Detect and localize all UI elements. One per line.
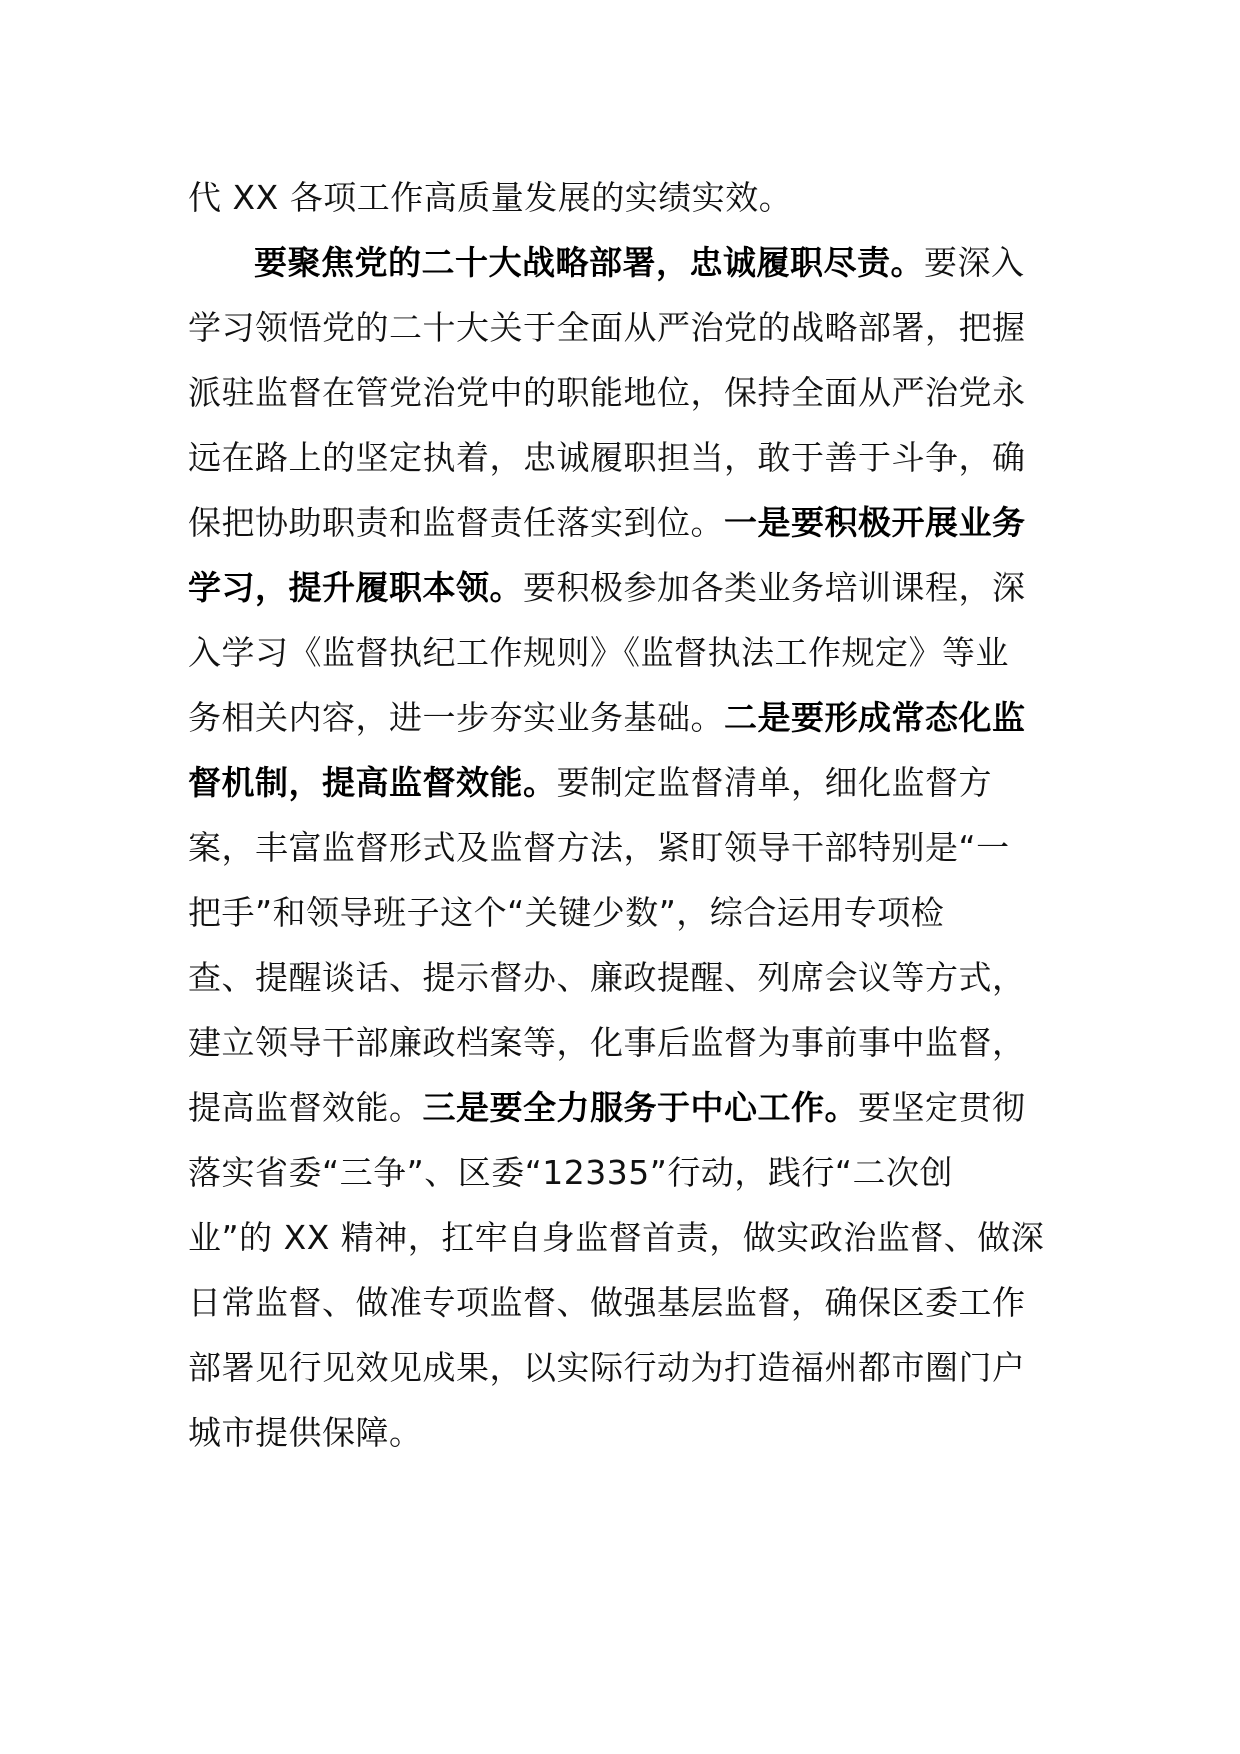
text-segment: 建立领导干部廉政档案等，化事后监督为事前事中监督， bbox=[188, 1023, 1026, 1062]
text-segment: 要积极参加各类业务培训课程，深 bbox=[523, 568, 1026, 607]
text-segment: 入学习《监督执纪工作规则》《监督执法工作规定》等业 bbox=[188, 633, 1009, 672]
text-segment: 代 XX 各项工作高质量发展的实绩实效。 bbox=[188, 178, 793, 217]
text-line bbox=[188, 1335, 1058, 1400]
text-line bbox=[188, 360, 1058, 425]
text-line bbox=[188, 1075, 1058, 1140]
text-line bbox=[188, 945, 1058, 1010]
text-segment: 务相关内容，进一步夯实业务基础。 bbox=[188, 698, 724, 737]
bold-text-segment: 要聚焦党的二十大战略部署，忠诚履职尽责。 bbox=[254, 243, 924, 282]
bold-text-segment: 三是要全力服务于中心工作。 bbox=[422, 1088, 858, 1127]
text-segment: 业”的 XX 精神，扛牢自身监督首责，做实政治监督、做深 bbox=[188, 1218, 1045, 1257]
text-segment: 要坚定贯彻 bbox=[858, 1088, 1026, 1127]
bold-text-segment: 督机制，提高监督效能。 bbox=[188, 763, 557, 802]
text-line bbox=[188, 1205, 1058, 1270]
text-line bbox=[188, 490, 1058, 555]
text-segment: 保把协助职责和监督责任落实到位。 bbox=[188, 503, 724, 542]
text-segment: 部署见行见效见成果，以实际行动为打造福州都市圈门户 bbox=[188, 1348, 1026, 1387]
text-line bbox=[188, 1270, 1058, 1335]
text-line bbox=[188, 230, 1058, 295]
text-segment: 案，丰富监督形式及监督方法，紧盯领导干部特别是“一 bbox=[188, 828, 1010, 867]
text-segment: 远在路上的坚定执着，忠诚履职担当，敢于善于斗争，确 bbox=[188, 438, 1026, 477]
text-line bbox=[188, 685, 1058, 750]
text-line bbox=[188, 750, 1058, 815]
text-line bbox=[188, 1010, 1058, 1075]
text-line bbox=[188, 880, 1058, 945]
bold-text-segment: 学习，提升履职本领。 bbox=[188, 568, 523, 607]
text-segment: 要制定监督清单，细化监督方 bbox=[556, 763, 992, 802]
text-line bbox=[188, 1140, 1058, 1205]
text-segment: 派驻监督在管党治党中的职能地位，保持全面从严治党永 bbox=[188, 373, 1026, 412]
text-segment: 学习领悟党的二十大关于全面从严治党的战略部署，把握 bbox=[188, 308, 1026, 347]
text-line bbox=[188, 165, 1058, 230]
text-segment: 提高监督效能。 bbox=[188, 1088, 423, 1127]
text-line bbox=[188, 295, 1058, 360]
body-text bbox=[188, 165, 1058, 1465]
text-line bbox=[188, 425, 1058, 490]
text-segment: 日常监督、做准专项监督、做强基层监督，确保区委工作 bbox=[188, 1283, 1026, 1322]
text-line bbox=[188, 620, 1058, 685]
text-segment: 把手”和领导班子这个“关键少数”，综合运用专项检 bbox=[188, 893, 945, 932]
text-segment: 查、提醒谈话、提示督办、廉政提醒、列席会议等方式， bbox=[188, 958, 1026, 997]
text-segment: 要深入 bbox=[924, 243, 1025, 282]
bold-text-segment: 二是要形成常态化监 bbox=[724, 698, 1026, 737]
text-segment: 城市提供保障。 bbox=[188, 1413, 423, 1452]
text-line bbox=[188, 1400, 1058, 1465]
text-line bbox=[188, 815, 1058, 880]
text-segment: 落实省委“三争”、区委“12335”行动，践行“二次创 bbox=[188, 1153, 953, 1192]
text-line bbox=[188, 555, 1058, 620]
bold-text-segment: 一是要积极开展业务 bbox=[724, 503, 1026, 542]
